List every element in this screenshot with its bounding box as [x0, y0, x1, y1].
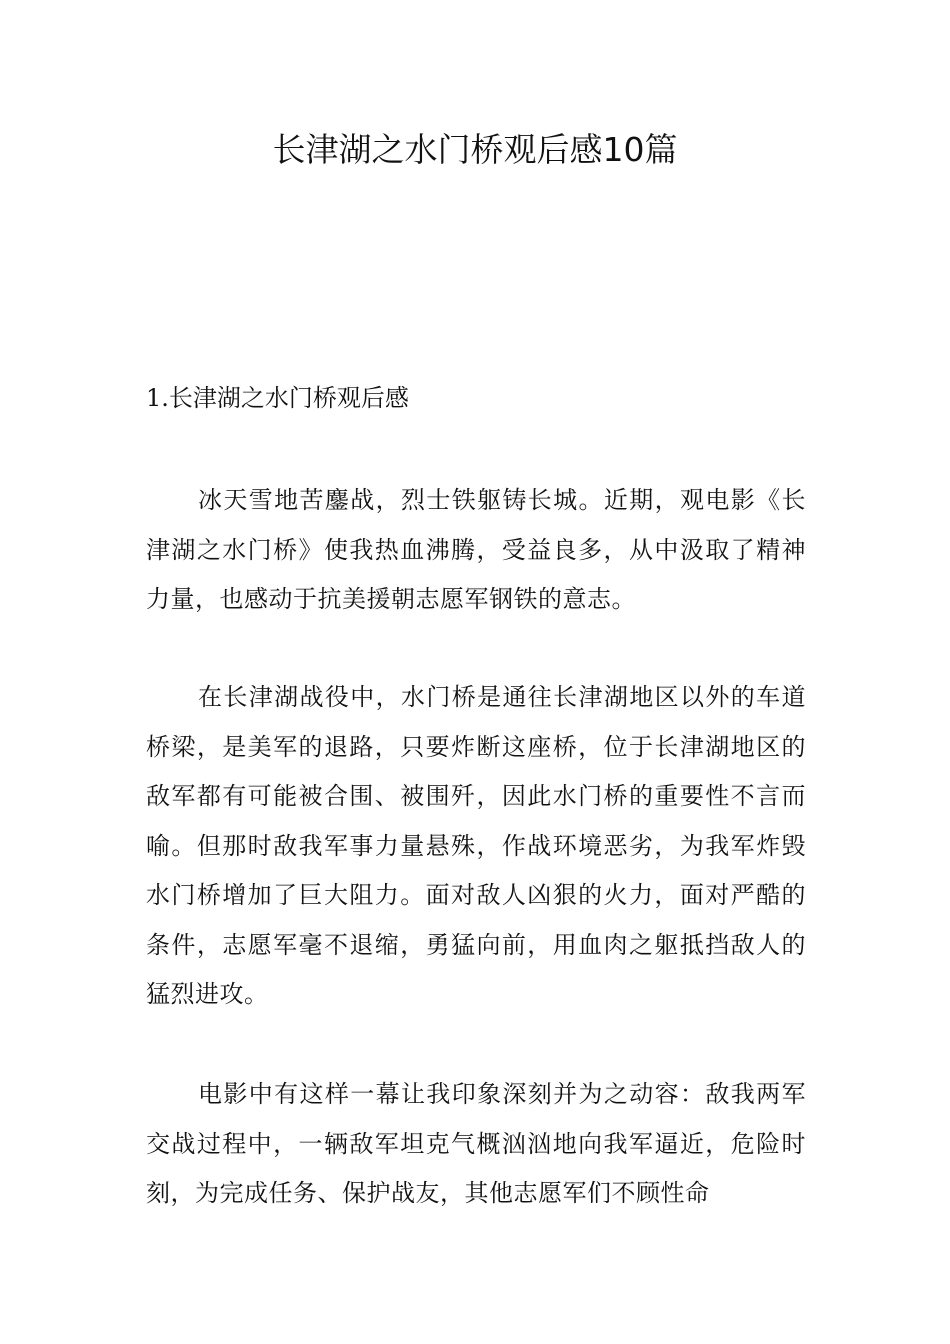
paragraph-1: 冰天雪地苦鏖战，烈士铁躯铸长城。近期，观电影《长津湖之水门桥》使我热血沸腾，受益良多，从中汲取了精神力量，也感动于抗美援朝志愿军钢铁的意志。 [146, 486, 806, 613]
paragraph-2: 在长津湖战役中，水门桥是通往长津湖地区以外的车道桥梁，是美军的退路，只要炸断这座桥，位于长津湖地区的敌军都有可能被合围、被围歼，因此水门桥的重要性不言而喻。但那时敌我军事力量悬殊，作战环境恶劣，为我军炸毁水门桥增加了巨大阻力。面对敌人凶狠的火力，面对严酷的条件，志愿军毫不退缩，勇猛向前，用血肉之躯抵挡敌人的猛烈进攻。 [146, 683, 806, 1008]
section-heading: 1.长津湖之水门桥观后感 [146, 384, 409, 412]
paragraph-3: 电影中有这样一幕让我印象深刻并为之动容：敌我两军交战过程中，一辆敌军坦克气概汹汹地向我军逼近，危险时刻，为完成任务、保护战友，其他志愿军们不顾性命 [146, 1080, 806, 1207]
document-title: 长津湖之水门桥观后感10篇 [272, 130, 678, 169]
